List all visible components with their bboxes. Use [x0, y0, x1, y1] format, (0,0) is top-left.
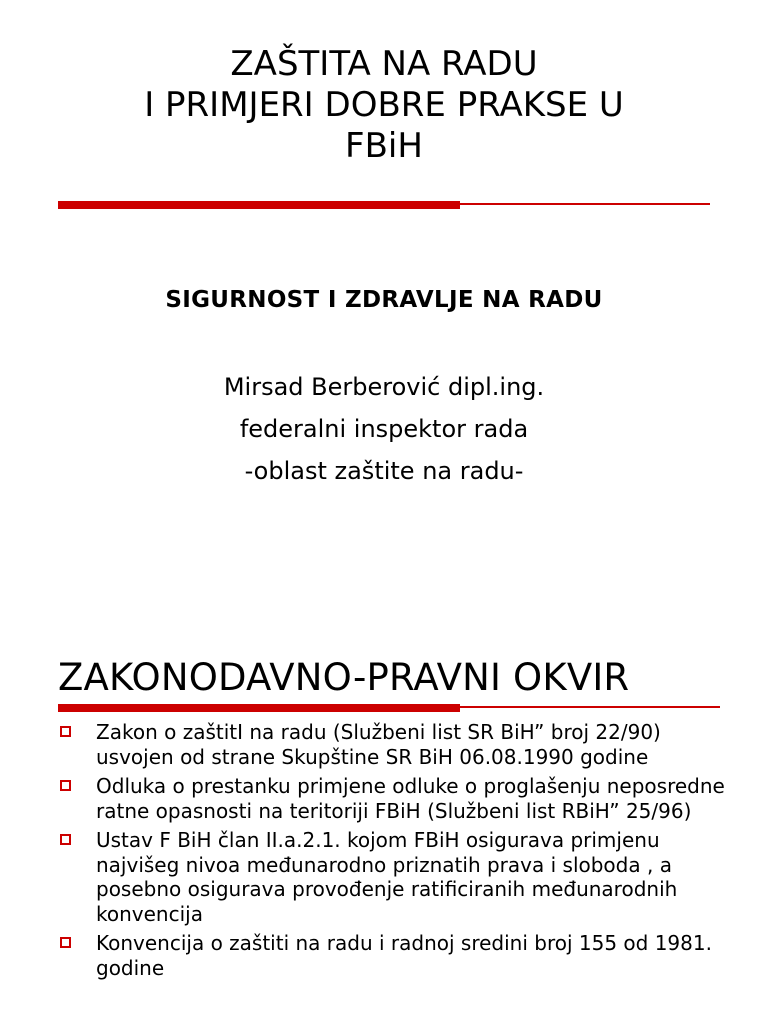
hollow-square-icon	[60, 726, 71, 737]
slide-title-heading	[0, 44, 768, 167]
author-name: Mirsad Berberović dipl.ing.	[223, 373, 545, 401]
hollow-square-icon	[60, 780, 71, 791]
list-item-text: Zakon o zaštitI na radu (Službeni list SR BiH” broj 22/90) usvojen od strane Skupštine SR BiH 06.08.1990 godine	[96, 720, 661, 769]
author-area: -oblast zaštite na radu-	[244, 457, 524, 485]
slide-legal-framework	[0, 600, 768, 1024]
bullet-list	[58, 720, 728, 985]
hollow-square-icon	[60, 937, 71, 948]
list-item	[58, 774, 728, 823]
slide-subtitle: SIGURNOST I ZDRAVLJE NA RADU	[165, 287, 603, 313]
author-block	[0, 366, 768, 492]
accent-rule-thin	[460, 203, 710, 205]
title-line: ZAŠTITA NA RADU	[230, 44, 538, 84]
accent-rule-thick	[58, 704, 460, 712]
slide-heading: ZAKONODAVNO-PRAVNI OKVIR	[58, 656, 630, 699]
accent-rule-thin	[460, 706, 720, 708]
title-line: FBiH	[345, 126, 423, 166]
list-item	[58, 931, 728, 980]
list-item-text: Odluka o prestanku primjene odluke o proglašenju neposredne ratne opasnosti na teritoriji FBiH (Službeni list RBiH” 25/96)	[96, 774, 725, 823]
list-item	[58, 828, 728, 926]
list-item-text: Konvencija o zaštiti na radu i radnoj sredini broj 155 od 1981. godine	[96, 931, 712, 980]
author-role: federalni inspektor rada	[239, 415, 529, 443]
title-line: I PRIMJERI DOBRE PRAKSE U	[144, 85, 624, 125]
hollow-square-icon	[60, 834, 71, 845]
accent-rule-thick	[58, 201, 460, 209]
list-item	[58, 720, 728, 769]
list-item-text: Ustav F BiH član II.a.2.1. kojom FBiH osigurava primjenu najvišeg nivoa međunarodno priznatih prava i sloboda , a posebno osigurava provođenje ratificiranih međunarodnih konvencija	[96, 828, 678, 926]
